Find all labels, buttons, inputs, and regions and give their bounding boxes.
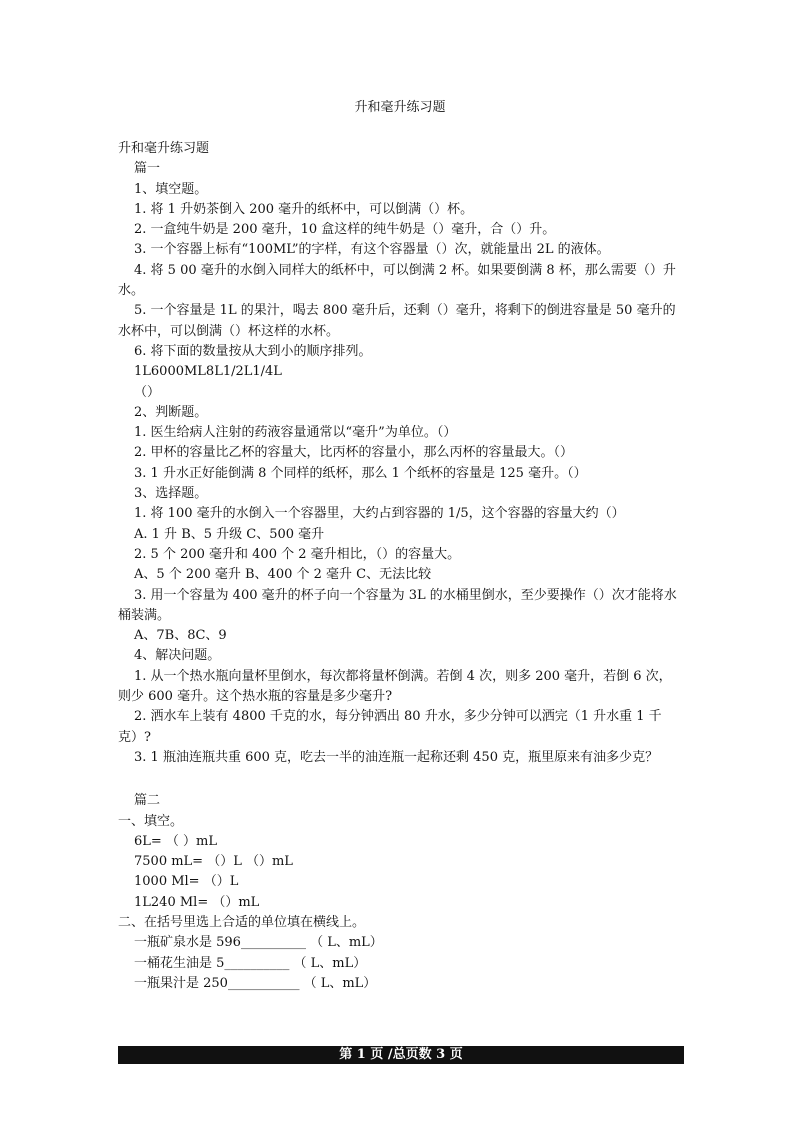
unit-item: 一桶花生油是 5__________ （ L、mL）	[134, 955, 367, 971]
question-item: 2. 洒水车上装有 4800 千克的水，每分钟洒出 80 升水，多少分钟可以洒完（1 升水重 1 千克）?	[118, 709, 662, 745]
unit-item: 一瓶矿泉水是 596__________ （ L、mL）	[134, 935, 383, 951]
question-item: 3. 1 升水正好能倒满 8 个同样的纸杯，那么 1 个纸杯的容量是 125 毫升。（）	[134, 465, 587, 481]
answer-options: A、7B、8C、9	[134, 628, 227, 644]
question-item: 3. 用一个容量为 400 毫升的杯子向一个容量为 3L 的水桶里倒水，至少要操作（）次才能将水桶装满。	[118, 587, 677, 623]
answer-options: A、5 个 200 毫升 B、400 个 2 毫升 C、无法比较	[134, 567, 432, 583]
answer-options: A. 1 升 B、5 升级 C、500 毫升	[134, 526, 325, 542]
document-body	[118, 139, 684, 994]
section-heading: 3、选择题。	[134, 486, 208, 502]
fill-item: 1L240 Ml= （）mL	[134, 894, 260, 910]
spacer	[118, 768, 684, 791]
section-heading: 4、解决问题。	[134, 648, 221, 664]
question-item: 2. 一盒纯牛奶是 200 毫升，10 盒这样的纯牛奶是（）毫升，合（）升。	[134, 222, 556, 238]
question-item: 5. 一个容量是 1L 的果汁，喝去 800 毫升后，还剩（）毫升，将剩下的倒进容量是 50 毫升的水杯中，可以倒满（）杯这样的水杯。	[118, 303, 676, 339]
fill-item: 1000 Ml= （）L	[134, 874, 239, 890]
question-item: 1. 从一个热水瓶向量杯里倒水，每次都将量杯倒满。若倒 4 次，则多 200 毫升，若倒 6 次，则少 600 毫升。这个热水瓶的容量是多少毫升?	[118, 668, 672, 705]
page-footer: 第 1 页 /总页数 3 页	[118, 1046, 684, 1064]
section-heading: 一、填空。	[118, 813, 184, 829]
section-heading: 2、判断题。	[134, 404, 208, 420]
section-heading: 二、在括号里选上合适的单位填在横线上。	[118, 914, 366, 930]
fill-item: 6L= （ ）mL	[134, 833, 218, 849]
question-item: 3. 1 瓶油连瓶共重 600 克，吃去一半的油连瓶一起称还剩 450 克，瓶里原来有油多少克？	[134, 749, 659, 765]
question-item: 6. 将下面的数量按从大到小的顺序排列。	[134, 343, 372, 359]
question-item: 2. 甲杯的容量比乙杯的容量大，比丙杯的容量小，那么丙杯的容量最大。（）	[134, 445, 574, 461]
question-item: 1. 将 1 升奶茶倒入 200 毫升的纸杯中，可以倒满（）杯。	[134, 201, 474, 217]
quantity-sequence: 1L6000ML8L1/2L1/4L	[134, 364, 282, 380]
question-item: 4. 将 5 00 毫升的水倒入同样大的纸杯中，可以倒满 2 杯。如果要倒满 8 杯，那么需要（）升水。	[118, 262, 676, 299]
document-title: 升和毫升练习题	[118, 141, 210, 156]
question-item: 1. 将 100 毫升的水倒入一个容器里，大约占到容器的 1/5，这个容器的容量大约（）	[134, 506, 625, 522]
part-two-label: 篇二	[134, 793, 161, 809]
fill-item: 7500 mL= （）L （）mL	[134, 854, 293, 870]
section-heading: 1、填空题。	[134, 181, 208, 197]
part-one-label: 篇一	[134, 161, 161, 177]
page-header-title: 升和毫升练习题	[354, 100, 446, 115]
question-item: 1. 医生给病人注射的药液容量通常以“毫升”为单位。（）	[134, 425, 457, 441]
answer-blank: （）	[134, 384, 161, 400]
unit-item: 一瓶果汁是 250___________ （ L、mL）	[134, 975, 377, 991]
question-item: 2. 5 个 200 毫升和 400 个 2 毫升相比，（）的容量大。	[134, 546, 461, 562]
question-item: 3. 一个容器上标有“100ML”的字样，有这个容器量（）次，就能量出 2L 的液体。	[134, 242, 610, 258]
